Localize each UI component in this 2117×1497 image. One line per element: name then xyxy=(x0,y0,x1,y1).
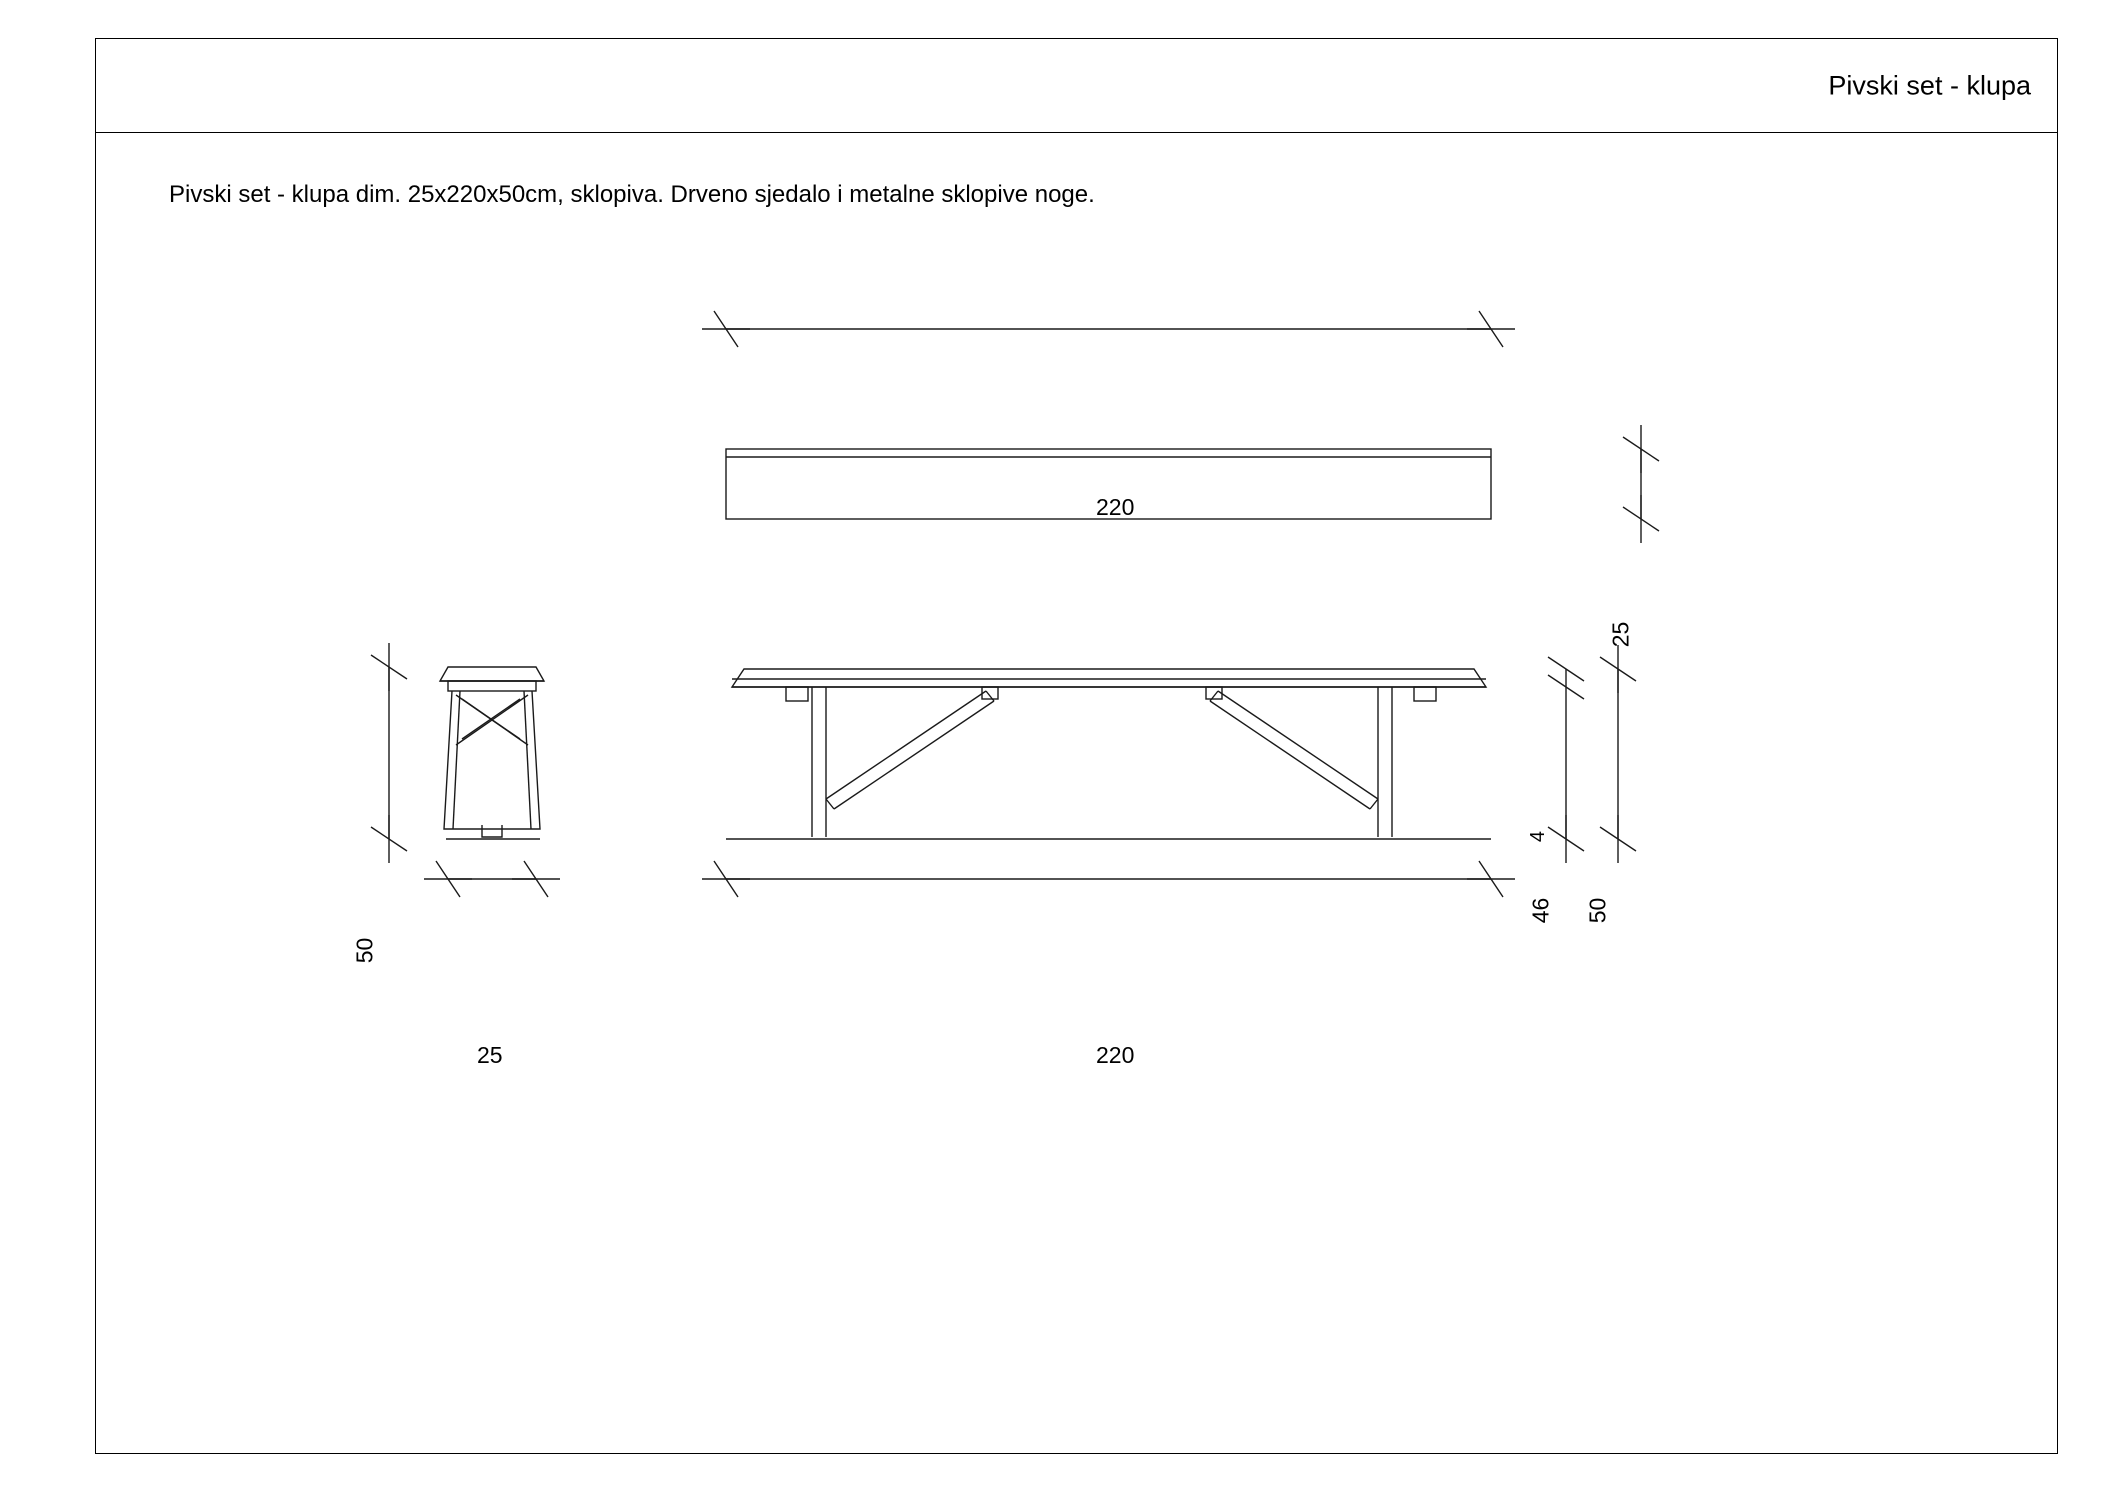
title-block xyxy=(96,39,2057,133)
dim-front-seat-thickness xyxy=(1548,657,1584,699)
dim-label-top-length: 220 xyxy=(1096,494,1135,520)
dim-label-top-width: 25 xyxy=(1607,621,1634,648)
technical-drawing xyxy=(96,39,2057,1453)
drawing-sheet xyxy=(95,38,2058,1454)
dim-label-front-total-height: 50 xyxy=(1584,897,1611,924)
dim-side-height xyxy=(371,643,407,863)
dim-label-front-leg-height: 46 xyxy=(1527,897,1554,924)
dim-side-width xyxy=(424,861,560,897)
dim-front-length xyxy=(702,861,1515,897)
sheet-description: Pivski set - klupa dim. 25x220x50cm, sklopiva. Drveno sjedalo i metalne sklopive noge. xyxy=(169,181,1095,208)
dim-front-total-height xyxy=(1600,645,1636,863)
dim-label-front-seat-thickness: 4 xyxy=(1527,830,1550,843)
front-view-bench xyxy=(726,669,1491,839)
dim-label-front-length: 220 xyxy=(1096,1042,1135,1068)
dim-label-side-height: 50 xyxy=(351,937,378,964)
dim-top-width xyxy=(1623,425,1659,543)
dim-top-length xyxy=(702,311,1515,347)
sheet-title: Pivski set - klupa xyxy=(1828,70,2031,100)
side-view-bench xyxy=(440,667,544,839)
dim-label-side-width: 25 xyxy=(477,1042,503,1068)
dim-front-leg-height xyxy=(1548,687,1584,863)
